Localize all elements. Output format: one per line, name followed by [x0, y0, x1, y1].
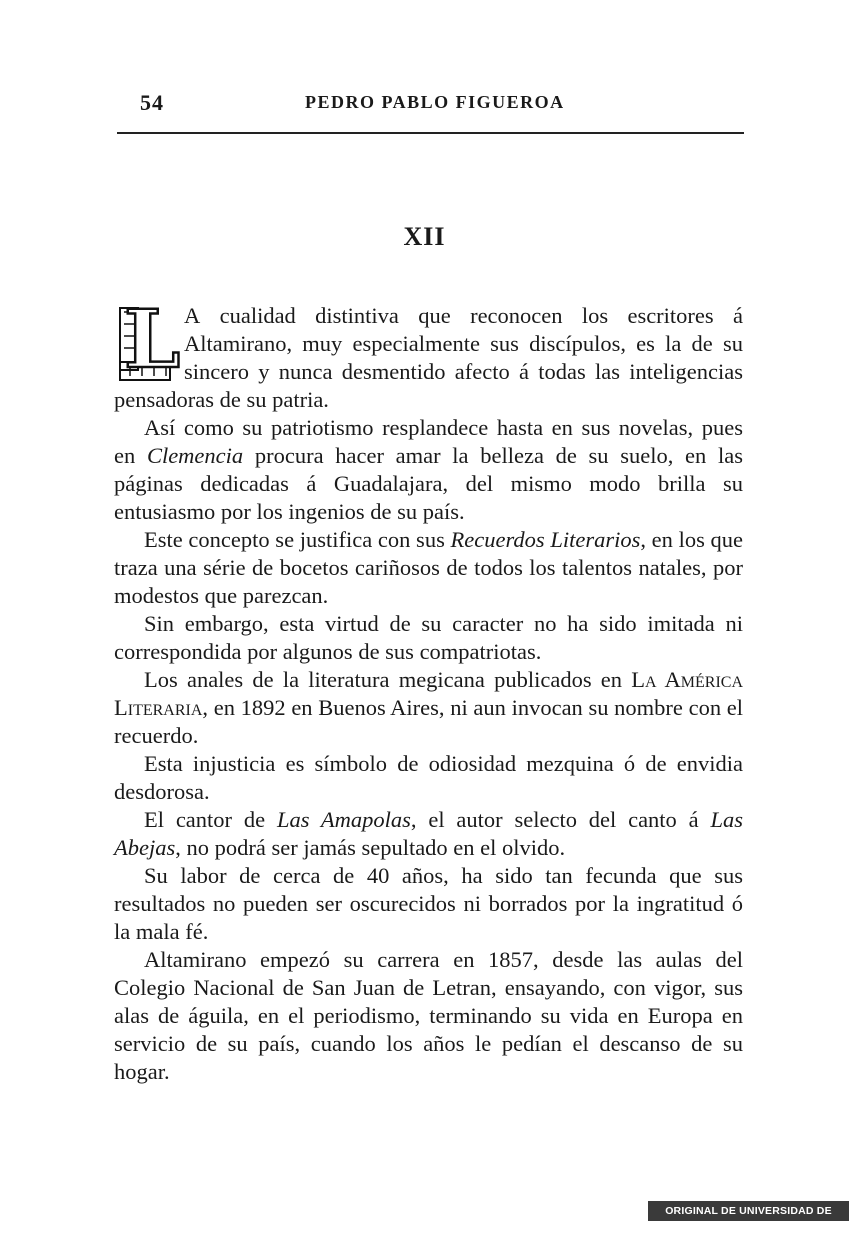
header-rule: [117, 132, 744, 134]
paragraph-2-part-b: procura hacer amar la belleza de su suelo, en las páginas dedicadas á Guadalajara, del mismo modo brilla su entusiasmo por los ingenios de su país.: [114, 443, 743, 524]
dropcap-letter: L: [124, 292, 181, 386]
title-las-abejas: Las Abejas: [114, 807, 743, 860]
paragraph-2: [114, 414, 743, 526]
title-clemencia: Clemencia: [146, 443, 244, 468]
paragraph-7: [114, 806, 743, 862]
title-recuerdos-literarios: Recuerdos Literarios: [450, 527, 641, 552]
paragraph-1: [114, 292, 743, 414]
title-america-literaria: La América Literaria: [114, 667, 743, 720]
paragraph-4: Sin embargo, esta virtud de su caracter no ha sido imitada ni correspondida por algunos de sus compatriotas.: [114, 611, 743, 664]
page-number: 54: [140, 90, 164, 115]
dropcap-ornament: [116, 292, 181, 386]
paragraph-9: Altamirano empezó su carrera en 1857, desde las aulas del Colegio Nacional de San Juan de Letran, ensayando, con vigor, sus alas de águila, en el periodismo, terminando su vida en Europa en servicio de su país, cuando los años le pedían el descanso de su hogar.: [114, 947, 743, 1084]
paragraph-7-part-c: , no podrá ser jamás sepultado en el olvido.: [175, 835, 566, 860]
paragraph-1-text: cualidad distintiva que reconocen los escritores á Altamirano, muy especialmente sus discípulos, es la de su sincero y nunca desmentido afecto á todas las inteligencias pensadoras de su patria.: [114, 303, 743, 412]
paragraph-2-part-a: Así como su patriotismo resplandece hasta en sus novelas, pues en: [114, 415, 743, 468]
footer-stamp: ORIGINAL DE UNIVERSIDAD DE CHILE: [648, 1201, 849, 1221]
running-head-title: PEDRO PABLO FIGUEROA: [305, 92, 565, 112]
paragraph-8: Su labor de cerca de 40 años, ha sido tan fecunda que sus resultados no pueden ser oscurecidos ni borrados por la ingratitud ó la mala fé.: [114, 863, 743, 944]
paragraph-6: Esta injusticia es símbolo de odiosidad mezquina ó de envidia desdorosa.: [114, 751, 743, 804]
paragraph-5-part-a: Los anales de la literatura megicana publicados en: [144, 667, 632, 692]
chapter-title: XII: [403, 222, 446, 251]
title-las-amapolas: Las Amapolas: [276, 807, 411, 832]
paragraph-7-part-a: El cantor de: [144, 807, 277, 832]
paragraph-3: [114, 526, 743, 610]
body-text: [114, 292, 744, 1086]
paragraph-3-part-b: , en los que traza una série de bocetos cariñosos de todos los talentos natales, por modestos que parezcan.: [114, 527, 744, 608]
paragraph-1-lead: A: [184, 303, 201, 328]
paragraph-3-part-a: Este concepto se justifica con sus: [144, 527, 451, 552]
paragraph-5-part-b: , en 1892 en Buenos Aires, ni aun invocan su nombre con el recuerdo.: [114, 695, 743, 748]
paragraph-5: [114, 666, 743, 750]
paragraph-7-part-b: , el autor selecto del canto á: [410, 807, 711, 832]
